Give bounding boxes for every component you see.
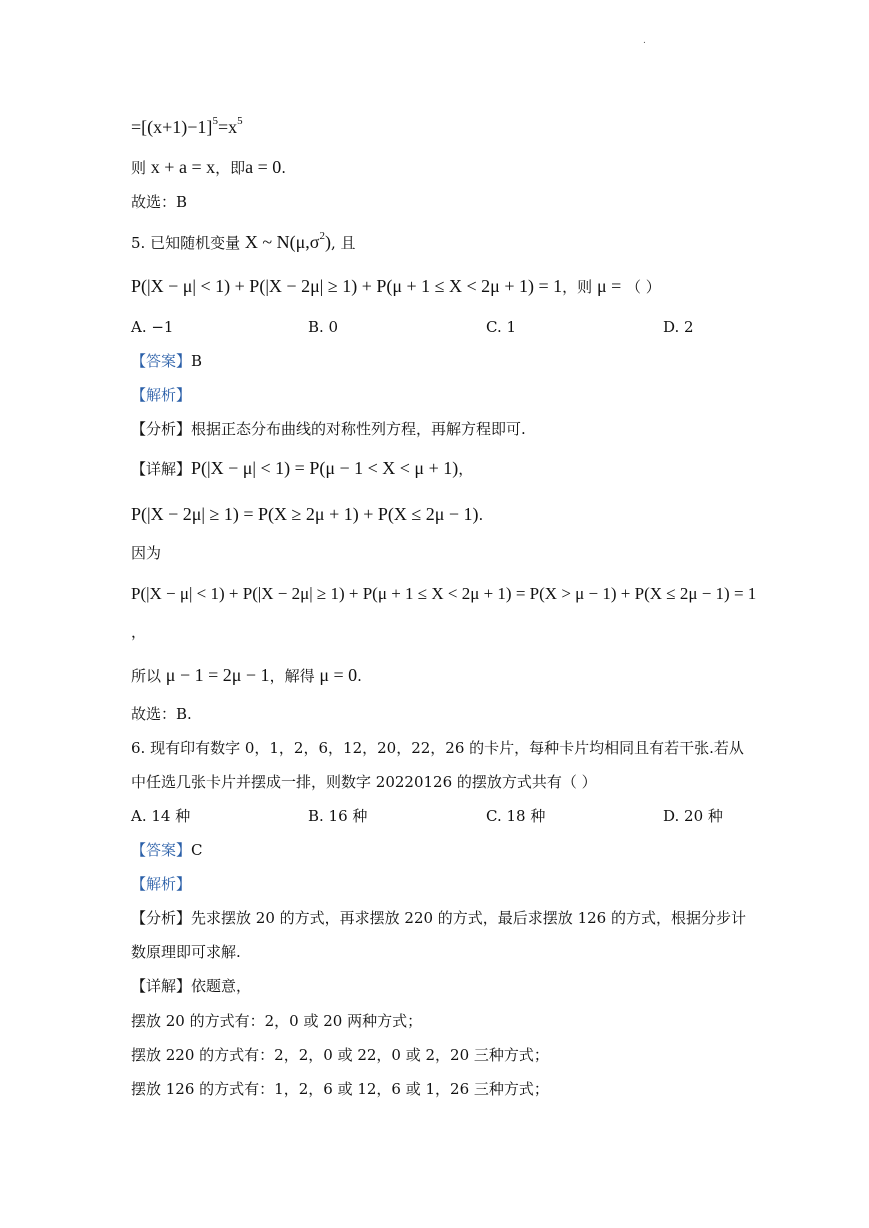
equation-rhs: =x [217, 117, 238, 137]
q6-step-3: 摆放 126 的方式有：1，2，6 或 12，6 或 1，26 三种方式； [131, 1080, 549, 1098]
q6-analysis-line-1 [131, 911, 746, 926]
text: ，则 [562, 278, 593, 296]
q6-step-2: 摆放 220 的方式有：2，2，0 或 22，0 或 2，20 三种方式； [131, 1046, 549, 1064]
answer-value: C [191, 841, 203, 859]
text: 所以 [131, 667, 162, 685]
q5-answer [131, 354, 202, 369]
text-line-2 [131, 158, 286, 176]
exponent: 2 [319, 230, 325, 242]
analysis-tag: 【分析】 [131, 420, 192, 438]
equation-bracket: =[(x+1)−1] [131, 117, 213, 137]
q5-because: 因为 [131, 544, 162, 562]
q6-analysis-line-2: 数原理即可求解. [131, 943, 241, 961]
q5-option-b: B. 0 [308, 318, 339, 336]
answer-tag: 【答案】 [131, 352, 192, 370]
text: . [357, 667, 362, 685]
equation-line-1 [131, 115, 243, 137]
q6-detail [131, 979, 251, 994]
equation: μ − 1 = 2μ − 1 [165, 665, 270, 685]
answer-tag: 【答案】 [131, 841, 192, 859]
q5-detail-line-1 [131, 459, 473, 477]
text: 则 [131, 159, 147, 177]
q5-detail-line-3: P(|X − μ| < 1) + P(|X − 2μ| ≥ 1) + P(μ + 1 ≤ X < 2μ + 1) = P(X > μ − 1) + P(X ≤ 2μ − 1) = 1 [131, 584, 757, 603]
text: ，解得 [269, 667, 315, 685]
q6-option-a: A. 14 种 [131, 807, 191, 825]
exponent: 5 [237, 115, 243, 127]
condition-equation: P(|X − μ| < 1) + P(|X − 2μ| ≥ 1) + P(μ + 1 ≤ X < 2μ + 1) = 1 [131, 276, 563, 296]
detail-text: 依题意， [191, 977, 252, 995]
header-dot: . [643, 36, 646, 46]
q5-detail-line-2 [131, 505, 483, 523]
question-5-stem [131, 230, 356, 252]
q6-step-1: 摆放 20 的方式有：2，0 或 20 两种方式； [131, 1012, 423, 1030]
text: . [478, 506, 484, 524]
result-equation: μ = 0 [319, 665, 358, 685]
q6-stem-line-1: 6. 现有印有数字 0，1，2，6，12，20，22，26 的卡片，每种卡片均相同且有若干张.若从 [131, 739, 744, 757]
distribution-text: X ~ N(μ,σ [244, 232, 320, 252]
q5-option-d: D. 2 [663, 318, 694, 336]
text: ， [458, 460, 474, 478]
analysis-text: 根据正态分布曲线的对称性列方程，再解方程即可. [191, 420, 526, 438]
q6-stem-line-2: 中任选几张卡片并摆成一排，则数字 20220126 的摆放方式共有（ ） [131, 773, 597, 791]
q6-option-d: D. 20 种 [663, 807, 723, 825]
choice-line: 故选：B [131, 193, 188, 211]
distribution-end: ) [324, 232, 331, 252]
mu-equals: μ = [596, 276, 622, 296]
q6-option-b: B. 16 种 [308, 807, 368, 825]
equation: x + a = x [150, 157, 216, 177]
distribution [245, 232, 331, 252]
q6-answer [131, 843, 203, 858]
answer-value: B [191, 352, 203, 370]
detail-tag: 【详解】 [131, 977, 192, 995]
equation: a = 0 [245, 157, 282, 177]
q5-option-a: A. −1 [131, 318, 174, 336]
detail-tag: 【详解】 [131, 460, 192, 478]
question-text: 5. 已知随机变量 [131, 234, 241, 252]
q5-analysis [131, 422, 526, 437]
q5-option-c: C. 1 [486, 318, 517, 336]
q5-comma: ， [131, 623, 147, 641]
analysis-tag: 【分析】 [131, 909, 192, 927]
q6-option-c: C. 18 种 [486, 807, 546, 825]
exponent: 5 [212, 115, 218, 127]
question-5-condition [131, 277, 661, 295]
analysis-text: 先求摆放 20 的方式，再求摆放 220 的方式，最后求摆放 126 的方式，根据分步计 [191, 909, 746, 927]
detail-equation: P(|X − 2μ| ≥ 1) = P(X ≥ 2μ + 1) + P(X ≤ 2μ − 1) [131, 504, 479, 524]
q5-jiexi-tag: 【解析】 [131, 386, 192, 404]
q6-jiexi-tag: 【解析】 [131, 875, 192, 893]
text: ，即 [215, 159, 246, 177]
answer-paren: （ ） [626, 278, 661, 296]
q5-choice: 故选：B. [131, 705, 192, 723]
text: . [281, 159, 287, 177]
q5-therefore [131, 666, 362, 684]
detail-equation: P(|X − μ| < 1) = P(μ − 1 < X < μ + 1) [191, 458, 459, 478]
question-text: , 且 [330, 234, 356, 252]
